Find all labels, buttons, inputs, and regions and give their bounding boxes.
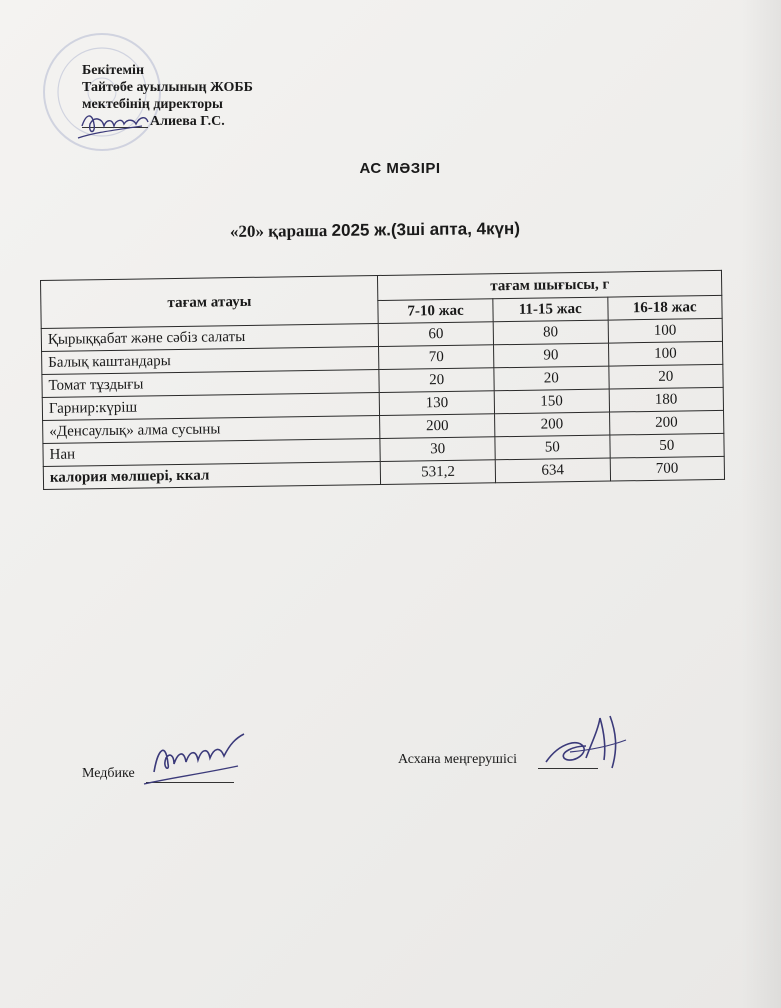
calories-16-18: 700 <box>610 456 725 481</box>
portion-16-18: 200 <box>609 410 724 435</box>
dish-name: Балық каштандары <box>42 346 380 374</box>
approval-line-2: Тайтөбе ауылының ЖОББ <box>82 80 253 95</box>
paper-shadow <box>741 0 781 1008</box>
director-signature-icon <box>76 104 156 144</box>
portion-7-10: 60 <box>378 322 493 347</box>
portion-16-18: 50 <box>609 433 724 458</box>
portion-11-15: 200 <box>495 412 610 437</box>
column-header-dish-name: тағам атауы <box>41 275 379 328</box>
director-name: Алиева Г.С. <box>150 114 225 129</box>
dish-name: «Денсаулық» алма сусыны <box>43 415 381 443</box>
portion-11-15: 80 <box>493 320 608 345</box>
portion-11-15: 150 <box>494 389 609 414</box>
dish-name: Томат тұздығы <box>42 369 380 397</box>
total-calories-label: калория мөлшері, ккал <box>43 461 381 489</box>
menu-table <box>40 270 725 490</box>
column-header-age-11-15: 11-15 жас <box>493 297 608 322</box>
column-header-age-16-18: 16-18 жас <box>607 295 722 320</box>
approval-line-3: мектебінің директоры <box>82 97 223 112</box>
portion-16-18: 20 <box>608 364 723 389</box>
portion-7-10: 200 <box>380 414 495 439</box>
column-header-age-7-10: 7-10 жас <box>378 299 493 324</box>
portion-16-18: 180 <box>609 387 724 412</box>
dish-name: Қырыққабат және сәбіз салаты <box>41 323 379 351</box>
nurse-label: Медбике <box>82 766 135 781</box>
portion-11-15: 90 <box>494 343 609 368</box>
column-header-portion: тағам шығысы, г <box>378 270 722 300</box>
menu-date-line <box>230 219 520 242</box>
dish-name: Гарнир:күріш <box>42 392 380 420</box>
date-day: «20» <box>229 221 265 241</box>
portion-16-18: 100 <box>608 341 723 366</box>
portion-16-18: 100 <box>608 318 723 343</box>
menu-title: АС МӘЗІРІ <box>359 160 441 177</box>
date-month: қараша <box>263 220 332 241</box>
calories-11-15: 634 <box>495 458 610 483</box>
portion-11-15: 50 <box>495 435 610 460</box>
portion-11-15: 20 <box>494 366 609 391</box>
portion-7-10: 20 <box>379 368 494 393</box>
menu-table-wrapper <box>40 270 725 490</box>
portion-7-10: 30 <box>380 437 495 462</box>
kitchen-head-label: Асхана меңгерушісі <box>398 752 517 767</box>
portion-7-10: 130 <box>379 391 494 416</box>
nurse-signature-icon <box>140 728 250 788</box>
portion-7-10: 70 <box>379 345 494 370</box>
date-week-info: 2025 ж.(3ші апта, 4күн) <box>331 218 521 240</box>
approval-line-1: Бекітемін <box>82 63 145 78</box>
calories-7-10: 531,2 <box>380 460 495 485</box>
kitchen-head-signature-icon <box>540 712 640 782</box>
dish-name: Нан <box>43 438 381 466</box>
